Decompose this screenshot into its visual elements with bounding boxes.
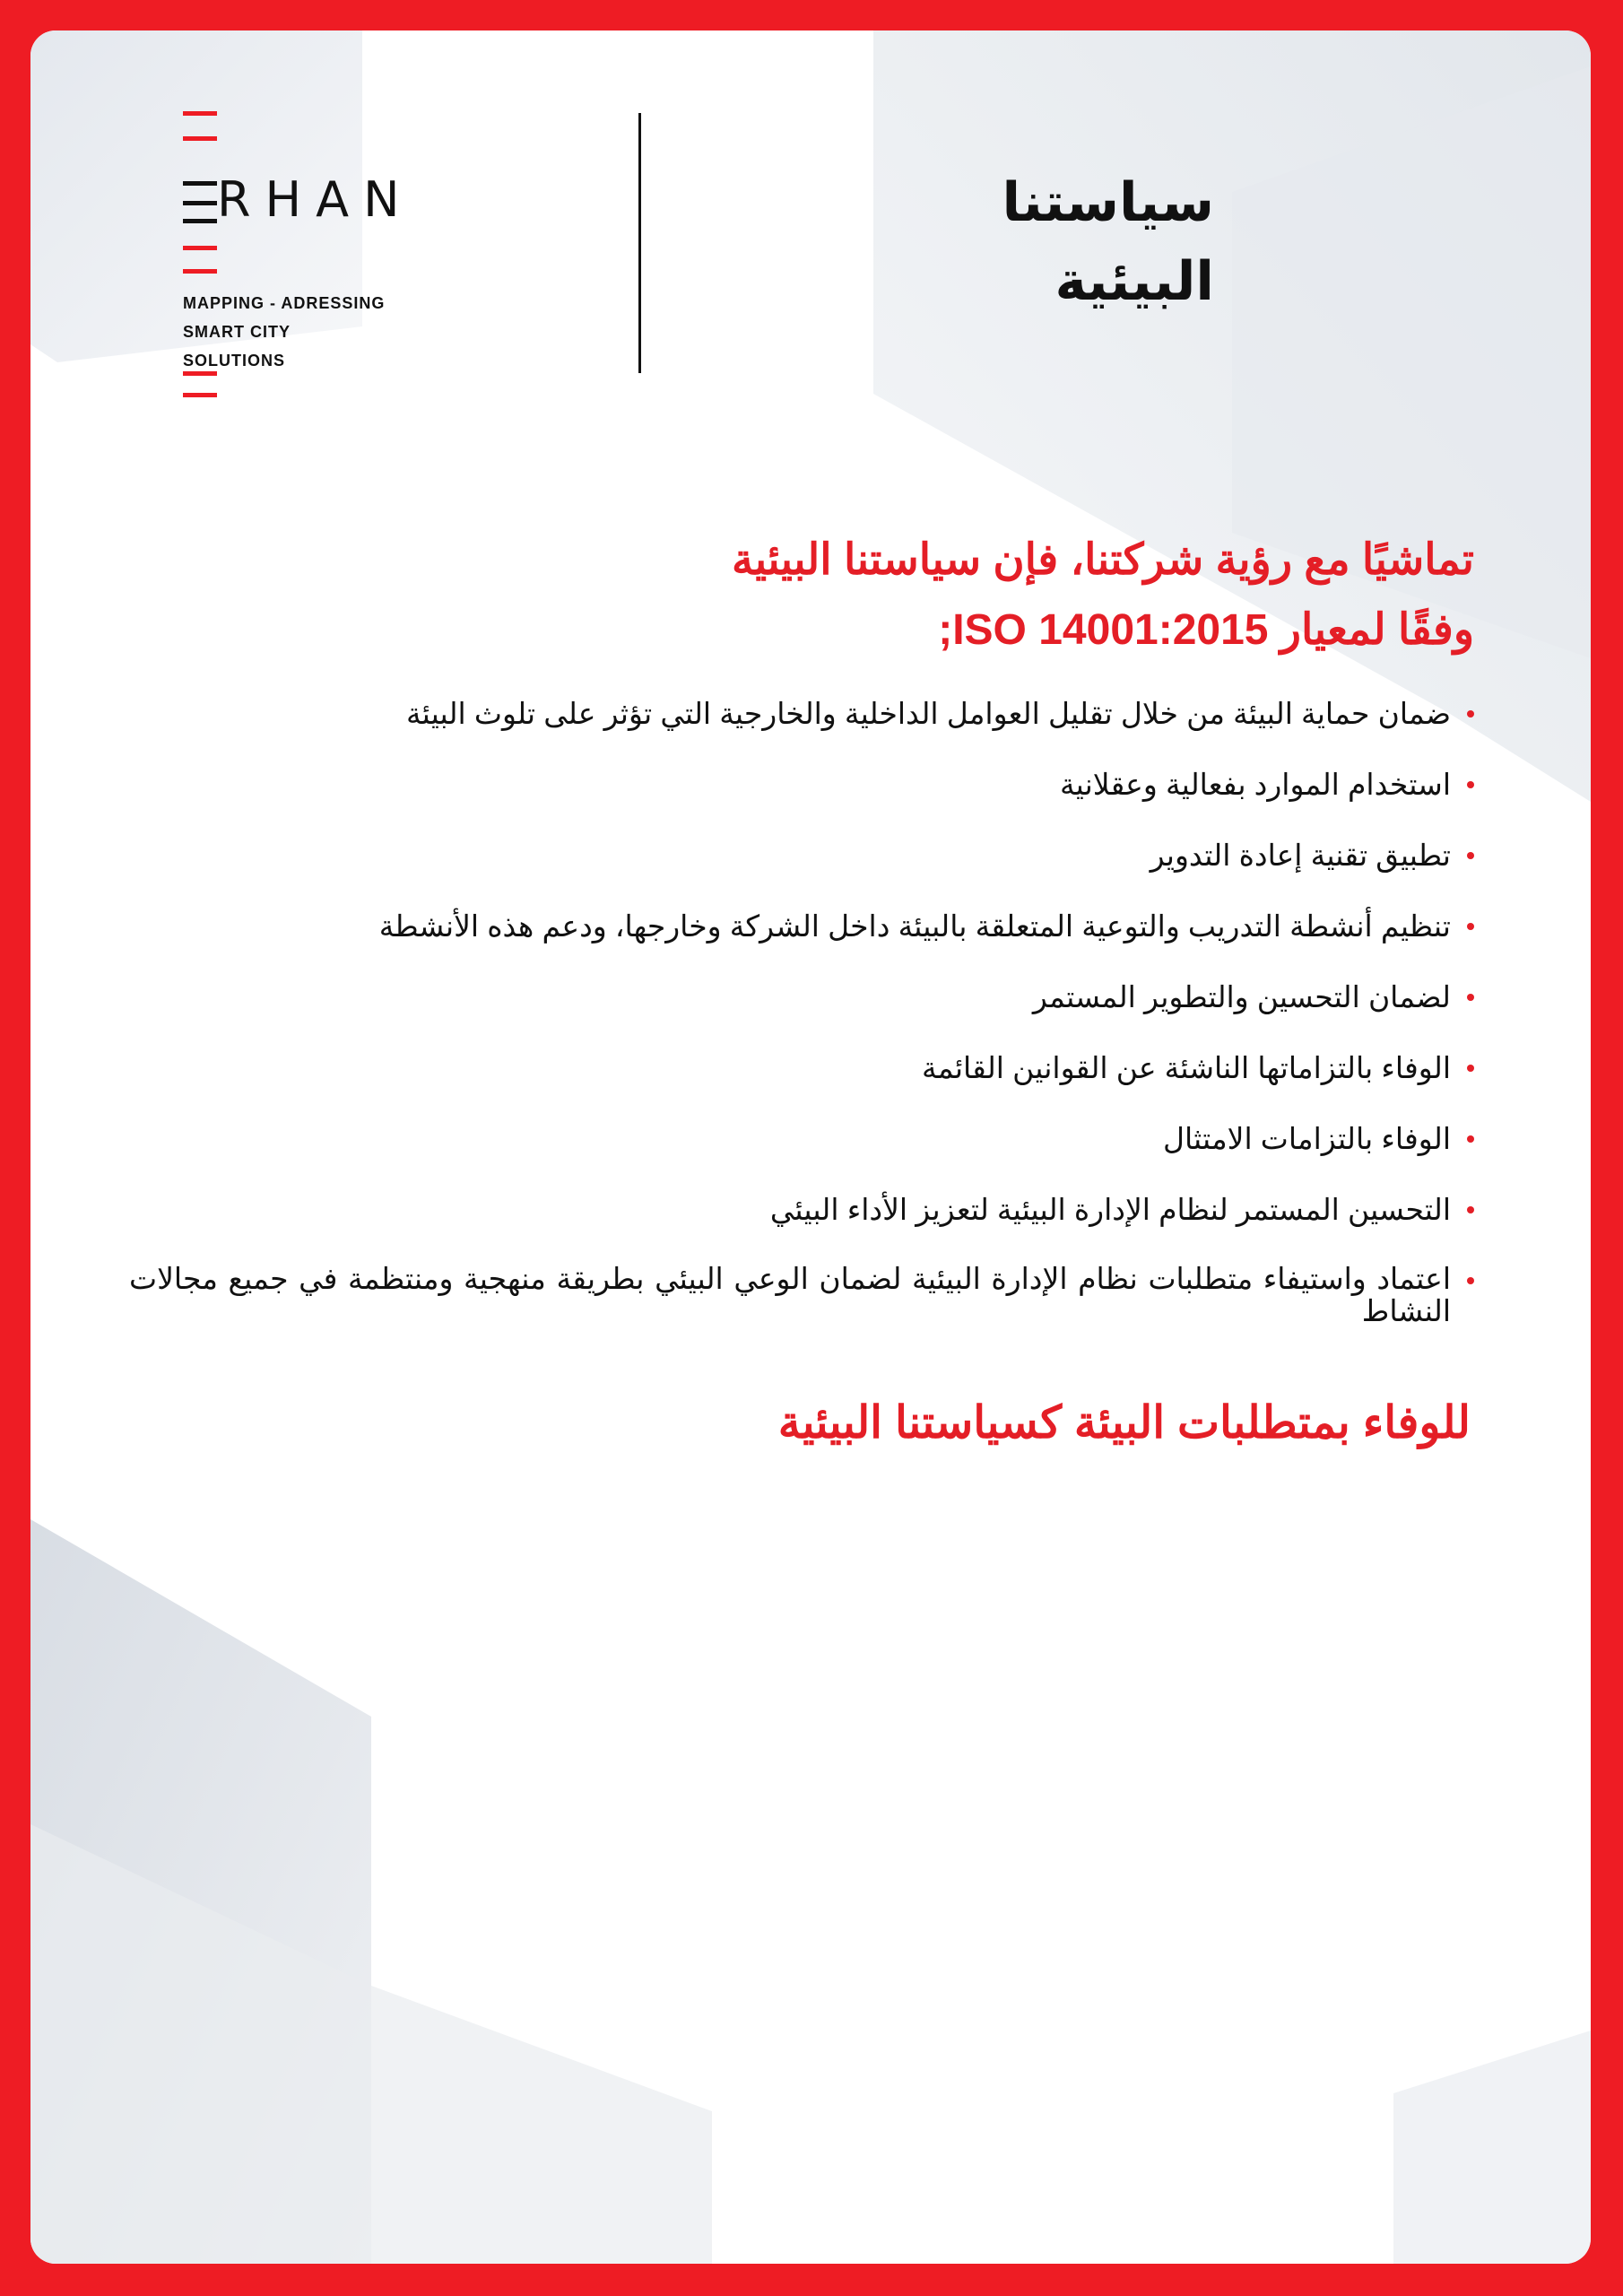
policy-page [30, 30, 1591, 2264]
logo-tagline [183, 289, 385, 375]
bullet-icon [1467, 852, 1474, 859]
bullet-icon [1467, 923, 1474, 930]
bullet-icon [1467, 1206, 1474, 1213]
bullet-icon [1467, 1135, 1474, 1143]
logo-bar [183, 393, 217, 397]
tagline-line: SOLUTIONS [183, 352, 286, 370]
policy-item: اعتماد واستيفاء متطلبات نظام الإدارة البيئية لضمان الوعي البيئي بطريقة منهجية ومنتظمة في جميع مجالات النشاط [129, 1263, 1474, 1327]
policy-item: الوفاء بالتزامات الامتثال [129, 1121, 1474, 1157]
policy-item: ضمان حماية البيئة من خلال تقليل العوامل الداخلية والخارجية التي تؤثر على تلوث البيئة [129, 696, 1474, 732]
logo-wordmark: RHAN [217, 171, 414, 228]
policy-list [129, 696, 1474, 1362]
logo-bar [183, 269, 217, 274]
page-title [1002, 163, 1214, 321]
intro-line: وفقًا لمعيار ISO 14001:2015; [938, 606, 1474, 654]
bullet-icon [1467, 781, 1474, 788]
erhan-logo [183, 111, 470, 407]
policy-item: استخدام الموارد بفعالية وعقلانية [129, 767, 1474, 803]
header-divider [638, 113, 641, 373]
title-line: البيئية [1055, 250, 1214, 313]
policy-item: تطبيق تقنية إعادة التدوير [129, 838, 1474, 874]
policy-item: الوفاء بالتزاماتها الناشئة عن القوانين القائمة [129, 1050, 1474, 1086]
tagline-line: SMART CITY [183, 323, 291, 341]
bullet-icon [1467, 710, 1474, 718]
tagline-line: MAPPING - ADRESSING [183, 294, 386, 312]
bullet-icon [1467, 1065, 1474, 1072]
policy-item: التحسين المستمر لنظام الإدارة البيئية لتعزيز الأداء البيئي [129, 1192, 1474, 1228]
policy-item: لضمان التحسين والتطوير المستمر [129, 979, 1474, 1015]
bullet-icon [1467, 994, 1474, 1001]
logo-bar [183, 111, 217, 116]
policy-item: تنظيم أنشطة التدريب والتوعية المتعلقة بالبيئة داخل الشركة وخارجها، ودعم هذه الأنشطة [129, 909, 1474, 944]
intro-line: تماشيًا مع رؤية شركتنا، فإن سياستنا البيئية [731, 536, 1474, 584]
logo-bar [183, 246, 217, 250]
logo-bar [183, 136, 217, 141]
closing-statement: للوفاء بمتطلبات البيئة كسياستنا البيئية [777, 1397, 1471, 1448]
title-line: سياستنا [1002, 171, 1214, 234]
bullet-icon [1467, 1277, 1474, 1284]
intro-heading [732, 526, 1474, 665]
